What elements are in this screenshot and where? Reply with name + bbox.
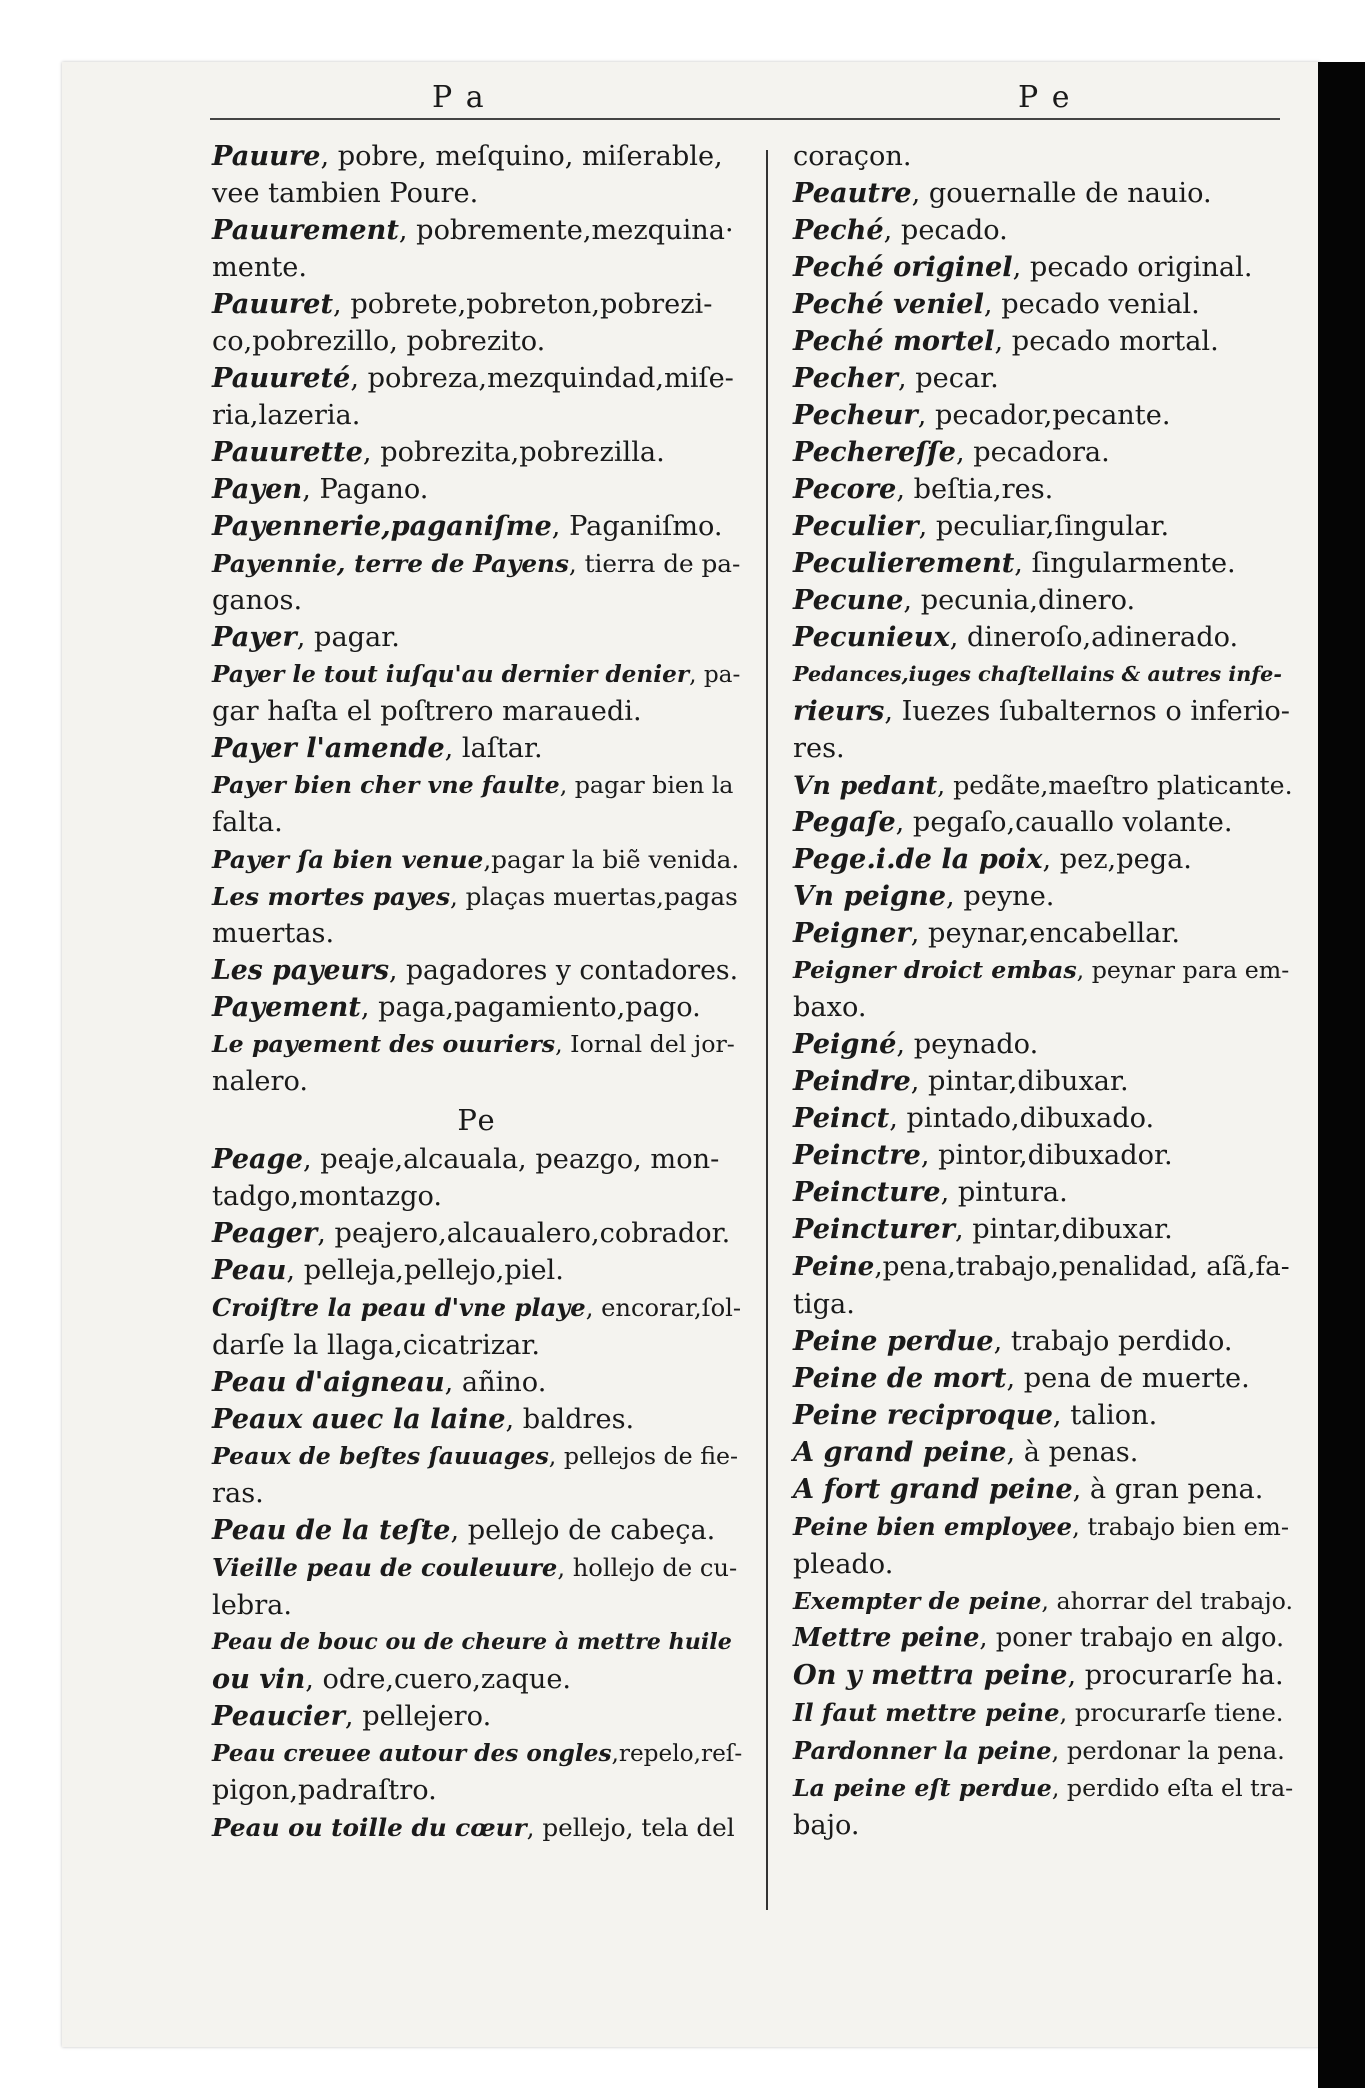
definition: , ſingularmente. [1014, 548, 1236, 579]
dictionary-line [212, 1624, 742, 1661]
dictionary-line [793, 1286, 1293, 1323]
scan-edge [1318, 62, 1365, 2088]
definition: , pintor,dibuxador. [920, 1140, 1173, 1171]
definition: , peculiar,ſingular. [918, 511, 1170, 542]
definition: vee tambien Poure. [212, 178, 479, 209]
definition: pigon,padraſtro. [212, 1775, 437, 1806]
definition: , perdido eſta el tra- [1051, 1774, 1294, 1802]
definition: tadgo,montazgo. [212, 1181, 443, 1212]
definition: , pecado venial. [983, 289, 1200, 320]
definition: , tierra de pa- [568, 549, 741, 578]
definition: , baldres. [505, 1404, 635, 1435]
headword: Peincture [793, 1176, 941, 1208]
headword: Peau creuee autour des ongles [212, 1740, 612, 1767]
dictionary-line [212, 1587, 742, 1624]
definition: , à gran pena. [1072, 1474, 1264, 1505]
dictionary-line [212, 693, 742, 730]
definition: pleado. [793, 1549, 894, 1580]
definition: , pelleja,pellejo,piel. [286, 1255, 564, 1286]
definition: lebra. [212, 1590, 293, 1621]
definition: , pellejero. [344, 1701, 492, 1732]
definition: ria,lazeria. [212, 400, 361, 431]
headword: Payer [212, 621, 297, 653]
dictionary-line [793, 619, 1293, 656]
headword: Vieille peau de couleuure [212, 1553, 558, 1582]
headword: Peindre [793, 1065, 911, 1097]
headword: rieurs [793, 695, 885, 727]
dictionary-line [793, 323, 1293, 360]
headword: Pardonner la peine [793, 1736, 1052, 1765]
dictionary-line [793, 952, 1293, 989]
dictionary-line [793, 1323, 1293, 1360]
definition: ganos. [212, 585, 303, 616]
definition: , peaje,alcauala, peazgo, mon- [302, 1144, 720, 1175]
dictionary-line [793, 1137, 1293, 1174]
headword: Peigner droict embas [793, 956, 1077, 984]
definition: , peynado. [896, 1029, 1039, 1060]
definition: , laſtar. [444, 733, 543, 764]
dictionary-line [212, 767, 742, 804]
definition: ,repelo,reſ- [611, 1740, 743, 1767]
dictionary-line [793, 730, 1293, 767]
dictionary-line [793, 175, 1293, 212]
dictionary-line [212, 1063, 742, 1100]
headword: Peau ou toille du cœur [212, 1813, 527, 1842]
dictionary-line [212, 989, 742, 1026]
definition: , peynar para em- [1076, 956, 1290, 984]
definition: , odre,cuero,zaque. [305, 1664, 572, 1695]
headword: Pecore [793, 473, 897, 505]
definition: , peyne. [946, 881, 1055, 912]
dictionary-line [793, 1211, 1293, 1248]
headword: Peau [212, 1254, 287, 1286]
headword: Payennerie,paganiſme [212, 510, 552, 542]
dictionary-line [793, 1770, 1293, 1807]
dictionary-line [212, 1772, 742, 1809]
headword: Pechereſſe [793, 436, 956, 468]
definition: , Iuezes ſubalternos o inferio- [884, 696, 1290, 727]
headword: A grand peine [793, 1436, 1007, 1468]
definition: ras. [212, 1478, 264, 1509]
dictionary-line [212, 508, 742, 545]
definition: , trabajo perdido. [993, 1326, 1233, 1357]
dictionary-line [793, 989, 1293, 1026]
dictionary-line [212, 1364, 742, 1401]
dictionary-line [212, 804, 742, 841]
definition: , pecar. [897, 363, 999, 394]
headword: Les mortes payes [212, 882, 450, 911]
headword: Les payeurs [212, 955, 389, 986]
headword: Peché mortel [793, 325, 995, 357]
definition: bajo. [793, 1810, 860, 1841]
headword: Peincturer [793, 1213, 955, 1245]
headword: Peigner [793, 917, 911, 949]
headword: Payennie, terre de Payens [212, 549, 569, 578]
headword: Vn peigne [793, 880, 947, 912]
definition: , pecador,pecante. [917, 400, 1171, 431]
dictionary-line [212, 249, 742, 286]
headword: Payer le tout iuſqu'au dernier denier [212, 661, 690, 688]
definition: , pagadores y contadores. [389, 955, 739, 986]
definition: , pintura. [940, 1177, 1068, 1208]
headword: Peaux auec la laine [212, 1403, 506, 1435]
dictionary-line [793, 1026, 1293, 1063]
dictionary-line [212, 1026, 742, 1063]
dictionary-line [212, 1475, 742, 1512]
definition: , talion. [1052, 1400, 1158, 1431]
headword: Peché veniel [793, 288, 984, 320]
dictionary-line [212, 1698, 742, 1735]
dictionary-line [212, 730, 742, 767]
definition: co,pobrezillo, pobrezito. [212, 326, 546, 357]
headword: Payen [212, 473, 303, 505]
headword: Peau de bouc ou de cheure à mettre huile [212, 1629, 732, 1655]
dictionary-line [793, 1807, 1293, 1844]
definition: baxo. [793, 992, 867, 1023]
dictionary-line [793, 841, 1293, 878]
definition: ,pagar la biẽ venida. [483, 845, 740, 874]
definition: coraçon. [793, 141, 912, 172]
dictionary-line [793, 397, 1293, 434]
dictionary-line [212, 582, 742, 619]
headword: Vn pedant [793, 770, 938, 800]
headword: Pegaſe [793, 806, 896, 838]
dictionary-line [793, 1732, 1293, 1770]
dictionary-line [793, 656, 1293, 693]
dictionary-line [793, 545, 1293, 582]
dictionary-line [212, 1512, 742, 1549]
dictionary-line [212, 286, 742, 323]
dictionary-line [793, 1583, 1293, 1620]
headword: Pecheur [793, 399, 918, 431]
definition: , gouernalle de nauio. [911, 178, 1212, 209]
definition: , pobremente,mezquina· [398, 215, 734, 246]
dictionary-line [793, 1620, 1293, 1657]
headword: Peine reciproque [793, 1399, 1053, 1431]
dictionary-line [212, 878, 742, 915]
definition: , pellejo de cabeça. [450, 1515, 716, 1546]
dictionary-line [212, 1549, 742, 1587]
dictionary-line [212, 434, 742, 471]
definition: tiga. [793, 1289, 855, 1320]
dictionary-line [212, 1141, 742, 1178]
column-divider [766, 150, 768, 1910]
headword: Payer ſa bien venue [212, 845, 484, 874]
dictionary-line [793, 249, 1293, 286]
section-heading: Pe [457, 1103, 497, 1137]
dictionary-line [212, 915, 742, 952]
dictionary-line [793, 1063, 1293, 1100]
dictionary-line [793, 1100, 1293, 1137]
dictionary-line [793, 1397, 1293, 1434]
definition: , pellejos de fie- [548, 1442, 739, 1470]
headword: Pecune [793, 584, 904, 616]
dictionary-line [212, 360, 742, 397]
definition: , pintar,dibuxar. [910, 1066, 1129, 1097]
definition: ,pena,trabajo,penalidad, aſã,fa- [874, 1252, 1290, 1282]
headword: Peculier [793, 510, 919, 542]
definition: , dineroſo,adinerado. [949, 622, 1239, 653]
dictionary-line [212, 1178, 742, 1215]
headword: La peine eſt perdue [793, 1774, 1052, 1802]
headword: Pege.i.de la poix [793, 843, 1043, 875]
dictionary-line [212, 841, 742, 878]
running-header-right: P e [1018, 80, 1072, 115]
dictionary-line [212, 619, 742, 656]
headword: Peinct [793, 1102, 890, 1134]
definition: mente. [212, 252, 308, 283]
dictionary-line [212, 138, 742, 175]
definition: , trabajo bien em- [1072, 1513, 1290, 1541]
headword: Le payement des ouuriers [212, 1030, 556, 1058]
dictionary-line [793, 286, 1293, 323]
headword: Pedances,iuges chaſtellains & autres infe- [793, 662, 1282, 686]
definition: , hollejo de cu- [557, 1554, 738, 1582]
headword: Payer l'amende [212, 732, 445, 764]
headword: Peaux de beſtes ſauuages [212, 1442, 549, 1470]
definition: , pegaſo,cauallo volante. [895, 807, 1233, 838]
dictionary-line [212, 1735, 742, 1772]
dictionary-line [212, 397, 742, 434]
headword: Pauure [212, 140, 321, 172]
definition: , pobre, meſquino, miſerable, [320, 141, 723, 172]
definition: , pobreza,mezquindad,miſe- [350, 363, 734, 394]
dictionary-line [212, 1327, 742, 1364]
headword: Peinctre [793, 1139, 921, 1171]
headword: Payement [212, 991, 361, 1023]
running-header-left: P a [432, 80, 486, 115]
dictionary-line [793, 915, 1293, 952]
headword: Peine perdue [793, 1325, 994, 1357]
dictionary-line [212, 471, 742, 508]
definition: , Iornal del jor- [555, 1030, 735, 1058]
definition: , pellejo, tela del [526, 1813, 735, 1842]
definition: , pagar bien la [559, 771, 734, 799]
headword: Peché [793, 214, 884, 246]
right-column [793, 138, 1293, 1844]
dictionary-line [793, 1657, 1293, 1694]
definition: nalero. [212, 1066, 309, 1097]
definition: darſe la llaga,cicatrizar. [212, 1330, 540, 1361]
left-column [212, 138, 742, 1846]
dictionary-line [212, 952, 742, 989]
dictionary-line [793, 582, 1293, 619]
dictionary-line [793, 878, 1293, 915]
definition: , peynar,encabellar. [910, 918, 1181, 949]
dictionary-line [793, 1508, 1293, 1546]
dictionary-line [793, 212, 1293, 249]
definition: , pobrezita,pobrezilla. [362, 437, 665, 468]
headword: Peaucier [212, 1700, 345, 1732]
definition: , pobrete,pobreton,pobrezi- [333, 289, 713, 320]
dictionary-line [793, 693, 1293, 730]
dictionary-line [793, 1248, 1293, 1286]
dictionary-line [212, 1401, 742, 1438]
headword: Peché originel [793, 251, 1013, 283]
definition: , pecado mortal. [994, 326, 1219, 357]
dictionary-line [212, 1438, 742, 1475]
dictionary-line [212, 656, 742, 693]
headword: ou vin [212, 1663, 306, 1695]
definition: , Paganiſmo. [551, 511, 723, 542]
definition: , pecunia,dinero. [903, 585, 1136, 616]
dictionary-line [212, 545, 742, 582]
headword: Peager [212, 1217, 318, 1249]
headword: Peigné [793, 1028, 897, 1060]
dictionary-line [793, 804, 1293, 841]
definition: , Pagano. [302, 474, 429, 505]
definition: , pedãte,maeſtro platicante. [937, 771, 1293, 800]
header-rule [210, 118, 1280, 120]
definition: , pintar,dibuxar. [954, 1214, 1173, 1245]
definition: , pagar. [296, 622, 400, 653]
headword: Pecher [793, 362, 898, 394]
definition: , procurarſe ha. [1067, 1660, 1284, 1691]
definition: , pecado original. [1012, 252, 1253, 283]
headword: A fort grand peine [793, 1473, 1073, 1505]
headword: Peau d'aigneau [212, 1366, 445, 1398]
headword: Peau de la teſte [212, 1514, 451, 1546]
dictionary-line [212, 212, 742, 249]
dictionary-line [212, 323, 742, 360]
dictionary-line [793, 138, 1293, 175]
definition: , plaças muertas,pagas [449, 882, 738, 911]
definition: , paga,pagamiento,pago. [360, 992, 701, 1023]
headword: Payer bien cher vne faulte [212, 771, 560, 799]
headword: Pauuret [212, 288, 334, 320]
definition: , perdonar la pena. [1051, 1737, 1285, 1765]
definition: muertas. [212, 918, 335, 949]
definition: , pecadora. [955, 437, 1110, 468]
definition: , añino. [444, 1367, 547, 1398]
dictionary-line [793, 508, 1293, 545]
definition: , pecado. [883, 215, 1008, 246]
headword: Il faut mettre peine [793, 1698, 1060, 1727]
dictionary-line [212, 175, 742, 212]
headword: Pecunieux [793, 621, 950, 653]
headword: Peine de mort [793, 1362, 1007, 1394]
headword: Peine [793, 1251, 875, 1282]
definition: , ahorrar del trabajo. [1041, 1587, 1293, 1615]
headword: Pauureté [212, 362, 351, 394]
definition: , pena de muerte. [1006, 1363, 1250, 1394]
headword: Peage [212, 1143, 303, 1175]
definition: , pez,pega. [1042, 844, 1192, 875]
dictionary-line [793, 1360, 1293, 1397]
dictionary-line [793, 1694, 1293, 1732]
headword: On y mettra peine [793, 1659, 1068, 1691]
dictionary-line [793, 1434, 1293, 1471]
headword: Peculierement [793, 547, 1015, 579]
definition: , poner trabajo en algo. [979, 1623, 1285, 1653]
headword: Croiſtre la peau d'vne playe [212, 1293, 586, 1322]
definition: falta. [212, 807, 283, 838]
definition: , procurarſe tiene. [1059, 1699, 1284, 1727]
headword: Pauurette [212, 436, 363, 468]
dictionary-line [212, 1661, 742, 1698]
dictionary-line [212, 1215, 742, 1252]
headword: Exempter de peine [793, 1587, 1042, 1615]
dictionary-line [212, 1809, 742, 1846]
headword: Pauurement [212, 214, 399, 246]
definition: gar haſta el poſtrero marauedi. [212, 696, 642, 727]
dictionary-line [793, 1471, 1293, 1508]
dictionary-line [793, 1546, 1293, 1583]
dictionary-line [793, 434, 1293, 471]
headword: Peine bien employee [793, 1512, 1073, 1541]
definition: , pa- [689, 661, 741, 688]
dictionary-line [212, 1289, 742, 1327]
dictionary-line [793, 1174, 1293, 1211]
headword: Peautre [793, 177, 912, 209]
dictionary-line [212, 1252, 742, 1289]
definition: , encorar,ſol- [585, 1294, 742, 1322]
definition: , pintado,dibuxado. [889, 1103, 1155, 1134]
dictionary-line [793, 471, 1293, 508]
definition: res. [793, 733, 845, 764]
definition: , beſtia,res. [896, 474, 1054, 505]
definition: , à penas. [1006, 1437, 1139, 1468]
dictionary-line [793, 767, 1293, 804]
definition: , peajero,alcaualero,cobrador. [317, 1218, 731, 1249]
headword: Mettre peine [793, 1623, 980, 1653]
dictionary-line [793, 360, 1293, 397]
